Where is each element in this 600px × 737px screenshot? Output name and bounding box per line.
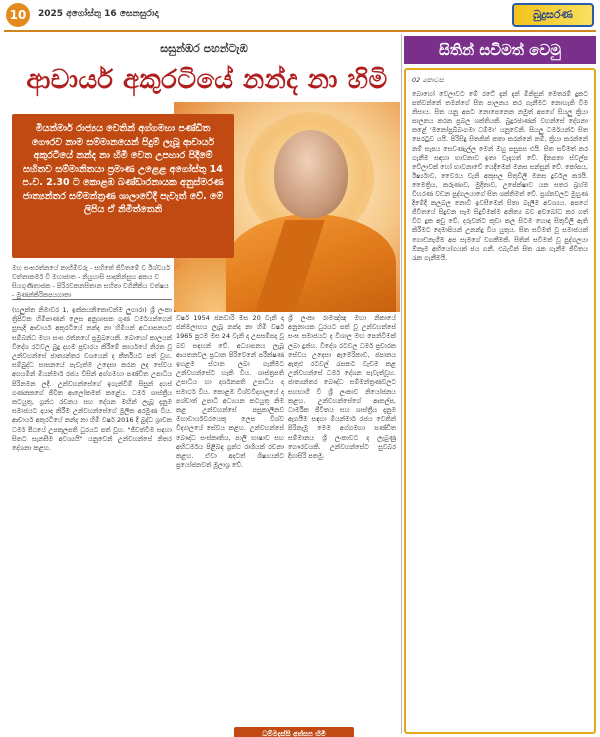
masthead-logo: බුදුසරණ <box>512 3 594 27</box>
article-headline: ආචාර්ය අකුරටියේ නන්ද නා හිමි <box>26 65 388 95</box>
page-header <box>0 0 600 30</box>
sidebar-article <box>404 34 596 734</box>
monk-head <box>274 130 348 218</box>
article-column-3: ශ්‍රී ලංකා රාමඤ්ඤ මහා නිකායේ අනුනායක ධුරයට පත් වූ උන්වහන්සේ සංඝ සමාජයට ද විශාල මඟ පෙන්වීමක් ලබා දුන්හ. විදේශ රටවල ධර්ම ප්‍රචාරක සේවය උදෙසා ඇමෙරිකාව, ජපානය ඇතුළු රටවල් රැසකට වැඩම කළ උන්වහන්සේ ධර්ම දේශන පැවැත්වූහ. ජාත්‍යන්තර බෞද්ධ සම්මන්ත්‍රණවලට සහභාගී වී ශ්‍රී ලංකාව නියෝජනය කළහ. උන්වහන්සේගේ ආකල්ප, ධාර්මික ජීවිතය සහ ශාස්ත්‍රීය දැනුම ඇගයීම සඳහා මියන්මාර් රජය වෙතින් පිරිනැමූ මෙම අග්ගමහා පණ්ඩිත සම්මානය ශ්‍රී ලංකාවට ද ලැබුණු ගෞරවයකි. උන්වහන්සේට සුවබර දිගාසිරි පතමු. <box>288 314 396 461</box>
article-column-1: (හලුක්ත නිමාවර 1, ඉක්කයනිකොවන්ම ලුහාරා) ශ්‍රී ලංකා ත්‍රිපිටක හිමිපාණන් ලෙස අනුශාසක ගුණ ධර්මයන්ගෙන් සුසැදි ආචාර්ය අකුරටියේ නන්ද නා හිමියන් අධ්‍යාපනයට සම්බන්ධ මහා සංඝ රත්නයේ ප්‍රමුඛයෙකි. බොහෝ කාලයක් විදේශ රටවල බුදු දහම ප්‍රචාරය කිරීමේ කාර්යයේ නිරත වූ උන්වහන්සේ ජාත්‍යන්තර වශයෙන් ද කීර්තියට පත් වූහ. සම්බුද්ධ සාසනයේ පැවැත්ම උදෙසා කරන ලද සේවය අගයමින් මියන්මාර් රජය විසින් අග්ගමහා පණ්ඩිත උපාධිය පිරිනමන ලදී. උන්වහන්සේගේ ඉගැන්වීම් සිසුන් දහස් ගණනකගේ ජීවිත ආලෝකමත් කළේය. ධර්ම ශාස්ත්‍රීය කටයුතු, ග්‍රන්ථ රචනය සහ දේශන මඟින් ලැබූ දැනුම සමාජයට දායාද කිරීම උන්වහන්සේගේ මූලික අරමුණ විය. ආචාර්ය අකුරටියේ නන්ද නා හිමි වර්ෂ 2016 දී බුද්ධ ශ්‍රාවක ධර්ම පීඨයේ උපකුලපති ධුරයට පත් වූහ. "ජීවත්වීම සඳහා සිතට සැනසීම අවශ්‍යයි" යනුවෙන් උන්වහන්සේ නිතර දේශනා කළහ. <box>12 306 172 453</box>
header-rule <box>4 30 596 32</box>
article-column-2: වර්ෂ 1954 ජනවාරි මස 20 වැනි දා ජන්මලාභය ලැබූ නන්ද නා හිමි වර්ෂ 1965 ප්‍රථම මස 24 වැනි දා උපසම්පදා වූ බව සඳහන් වේ. අධ්‍යාපනය ලැබූ ආයතනවල ප්‍රධාන පිරිවෙනේ පරීක්ෂණ ඉහළම ස්ථාන ලබා ගැනීමට උන්වහන්සේට හැකි විය. ශාස්ත්‍රපති උපාධිය හා දර්ශනපති උපාධිය ද සමාර්ථ විය. කොළඹ විශ්වවිද්‍යාලයේ ද පශ්චාත් උපාධි අධ්‍යයන කටයුතු නිම කළ උන්වහන්සේ පසුකාලීනව මහාචාර්යවරයෙකු ලෙස විශ්ව විද්‍යාලයේ සේවය කළහ. උන්වහන්සේ බෞද්ධ සංස්කෘතිය, පාලි භාෂාව සහ අභිධර්මය පිළිබඳ ග්‍රන්ථ රාශියක් රචනා කළහ. ඒවා අදටත් ශිෂ්‍යයන්ට ප්‍රයෝජනවත් මූලාශ්‍ර වේ. <box>176 314 284 470</box>
article-byline: මහ සංඝරත්නයේ නාහිමිවරු - සහිතේ ජිවිතමේ ව ඊශ්වර්ය වත්තාකර්ම වි මහාජාත - නියුහාසි සාදකින්සුහ අකය ව සියගුණිතාජක - පිරිරවකනසිතාන සහිතා වගිනීකිය වත්ෂය - මුණන්කිරිකපයගාතා <box>12 264 171 299</box>
page-number: 10 <box>6 3 30 27</box>
sidebar-part-label: 02 කොටස <box>412 76 444 84</box>
summary-text: මියන්මාර් රාජ්‍යය වෙතින් අග්ගමහා පණ්ඩිත ගෞරව නාම සම්මානයෙන් පිදුම් ලැබූ ආචාර්ය අකුරටියේ නන්ද නා හිමි වෙත උපහාර පිදීමේ සහිතව සම්මානිතයා ප්‍රමාණ උළෙළ අගෝස්තු 14 ප.ව. 2.30 ට කොළඹ බණ්ඩාරනායක අනුස්මරණ ජාත්‍යන්තර සම්මන්ත්‍රණ ශාලාවේදී පැවැත් වේ. මේ ලිපිය ඒ නිමිත්තෙනි <box>22 123 224 215</box>
article-kicker: සසුන්ඹර පහන්ටැඹ <box>160 42 248 55</box>
sidebar-banner: සිතින් සවිමත් වෙමු <box>404 36 596 64</box>
summary-box <box>12 114 234 258</box>
author-signature: ධම්මදස්සි අත්සප හිමි <box>234 727 354 737</box>
sidebar-body-text: බොහෝ වෙලාවට මේ රටේ දැන් දැන් මිනිසුන් මෙතරම් දුකට පත්වන්නේ තමන්ගේ සිත පාලනය කර ගැනීමට නොහැකි වීම නිසාය. සිත යනු අපට නොපෙනෙන නමුත් අපගේ සියලු ක්‍රියා පාලනය කරන ප්‍රබල ශක්තියකි. බුදුරජාණන් වහන්සේ දේශනා කළේ 'මනෝපුබ්බංගමා ධම්මා' යනුවෙනි. සියලු ධර්මයන්ට සිත පෙරටුව යයි. පිරිසිදු සිතකින් කතා කරන්නේ නම්, ක්‍රියා කරන්නේ නම් සැපය සෙවණැල්ල මෙන් ඔහු පසුපස එයි. සිත සවිමත් කර ගැනීම සඳහා භාවනාව ඉතා වැදගත් වේ. දිනපතා ස්වල්ප වේලාවක් හෝ භාවනාවේ යෙදීමෙන් මනස සන්සුන් වේ. කෝපය, ඊර්ෂ්‍යාව, වෛරය වැනි අකුසල සිතුවිලි මනස දුර්වල කරයි. මෛත්‍රිය, කරුණාව, මුදිතාව, උපේක්ෂාව යන සතර බ්‍රහ්ම විහරණ වඩන පුද්ගලයාගේ සිත ශක්තිමත් වේ. ප්‍රශ්නවලට මුහුණ දීමේදී කලබල නොවී ඉවසීමෙන් සිතා බැලීම අවශ්‍යය. අපගේ ජීවිතයේ සිදුවන සෑම සිදුවීමක්ම අනිත්‍ය බව අවබෝධ කර ගත් විට දුක අඩු වේ. දරුවන්ට කුඩා කල සිටම හොඳ සිතුවිලි ඇති කිරීමට දෙමාපියන් උනන්දු විය යුතුය. සිත සවිමත් වූ සමාජයක් ගොඩනැගීම අප සැමගේ වගකීමකි. සිතින් සවිමත් වූ පුද්ගලයා ඕනෑම අභියෝගයක් ජය ගනී. එබැවින් සිත රැක ගැනීම ජීවිතය රැක ගැනීමයි. <box>412 90 588 262</box>
column-divider <box>401 34 402 734</box>
main-article <box>4 34 400 737</box>
issue-date: 2025 අගෝස්තු 16 සෙනසුරාදා <box>38 9 159 19</box>
byline-divider <box>12 299 172 300</box>
